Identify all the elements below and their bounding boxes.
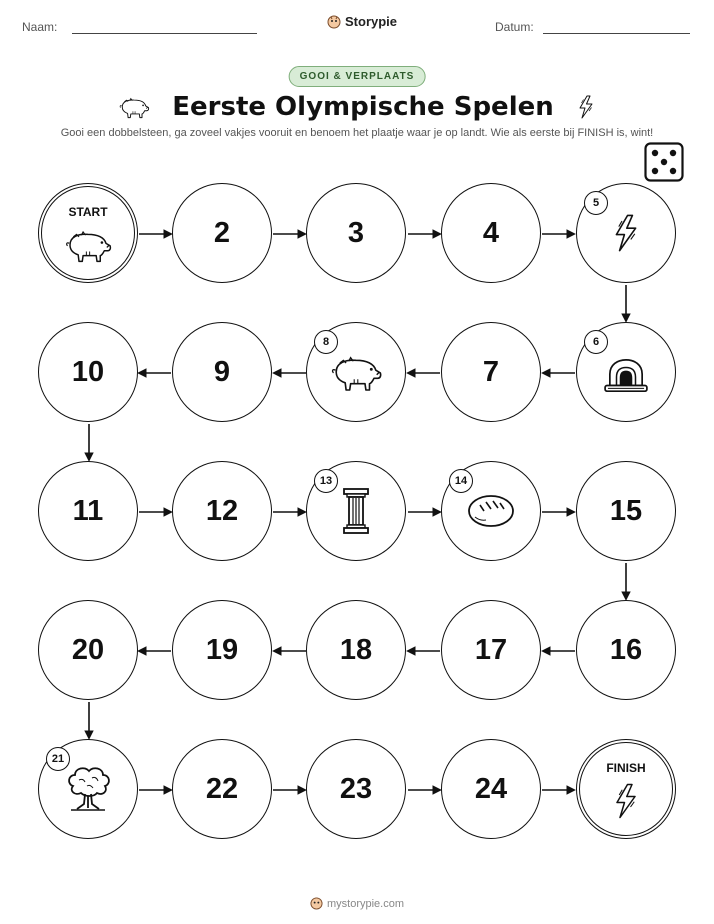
square-16 [576, 600, 676, 700]
mascot-icon [310, 897, 323, 910]
footer-url: mystorypie.com [326, 897, 405, 910]
square-18 [306, 600, 406, 700]
finish-square [576, 739, 676, 839]
square-number: 23 [339, 772, 373, 805]
square-badge: 6 [584, 330, 608, 354]
square-10 [38, 322, 138, 422]
square-badge: 8 [314, 330, 338, 354]
square-4 [441, 183, 541, 283]
square-badge: 13 [314, 469, 338, 493]
footer [0, 897, 714, 910]
square-number: 22 [205, 772, 239, 805]
olive-tree-icon [63, 764, 113, 814]
square-number: 4 [482, 216, 500, 249]
square-19 [172, 600, 272, 700]
instructions: Gooi een dobbelsteen, ga zoveel vakjes vooruit en benoem het plaatje waar je op landt. Wie als eerste bij FINISH is, wint! [60, 127, 654, 139]
category-tag: GOOI & VERPLAATS [289, 66, 426, 87]
square-number: 10 [71, 355, 105, 388]
date-label: Datum: [495, 20, 534, 34]
square-15 [576, 461, 676, 561]
square-11 [38, 461, 138, 561]
start-label: START [68, 205, 108, 219]
square-20 [38, 600, 138, 700]
square-number: 17 [474, 633, 508, 666]
square-number: 12 [205, 494, 239, 527]
square-badge: 21 [46, 747, 70, 771]
square-3 [306, 183, 406, 283]
square-number: 11 [72, 494, 104, 527]
square-23 [306, 739, 406, 839]
square-number: 9 [213, 355, 231, 388]
column-icon [341, 486, 371, 536]
start-square [38, 183, 138, 283]
boar-icon [63, 227, 113, 263]
square-number: 3 [347, 216, 365, 249]
name-label: Naam: [22, 20, 58, 34]
square-7 [441, 322, 541, 422]
bread-icon [466, 493, 516, 529]
square-12 [172, 461, 272, 561]
square-2 [172, 183, 272, 283]
square-number: 20 [71, 633, 105, 666]
oven-icon [602, 357, 650, 395]
square-badge: 14 [449, 469, 473, 493]
square-number: 24 [474, 772, 508, 805]
square-17 [441, 600, 541, 700]
square-22 [172, 739, 272, 839]
square-number: 18 [339, 633, 373, 666]
page-title: Eerste Olympische Spelen [172, 92, 554, 122]
square-badge: 5 [584, 191, 608, 215]
square-number: 2 [213, 216, 231, 249]
square-number: 7 [482, 355, 500, 388]
lightning-icon [610, 213, 642, 253]
brand-name: Storypie [345, 14, 398, 29]
finish-label: FINISH [606, 761, 646, 775]
square-24 [441, 739, 541, 839]
square-number: 16 [609, 633, 643, 666]
lightning-icon [611, 781, 641, 821]
square-number: 15 [609, 494, 643, 527]
boar-icon [329, 352, 383, 392]
square-9 [172, 322, 272, 422]
square-number: 19 [205, 633, 239, 666]
